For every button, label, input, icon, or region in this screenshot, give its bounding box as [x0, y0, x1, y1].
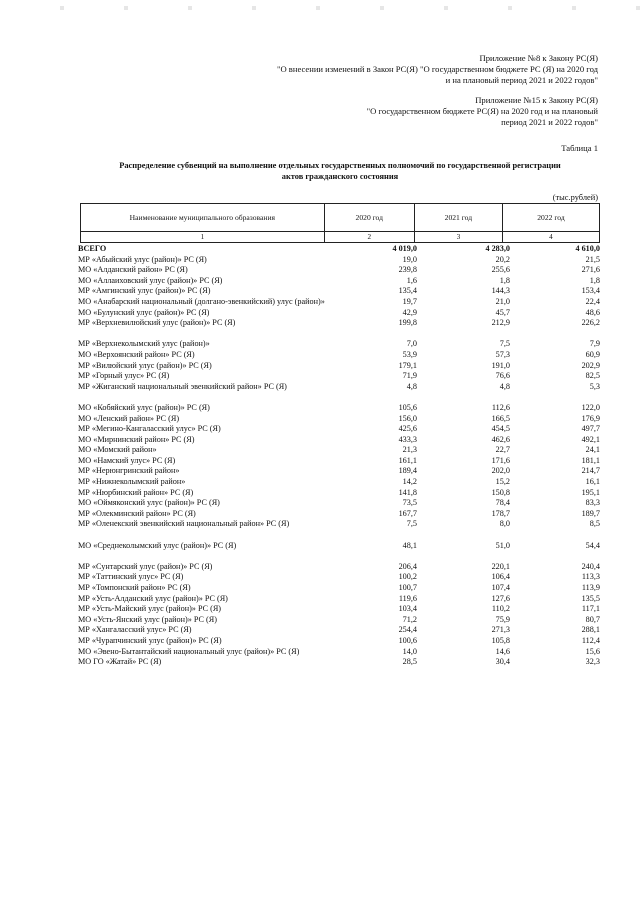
value-2020: 4 019,0 — [392, 244, 417, 253]
value-2022: 113,9 — [581, 583, 600, 592]
value-2020: 48,1 — [402, 540, 417, 550]
value-2021: 171,6 — [491, 455, 510, 465]
value-2022: 16,1 — [585, 477, 600, 487]
value-2021: 78,4 — [495, 498, 510, 508]
value-2022: 497,7 — [581, 424, 600, 434]
municipality-name: МР «Томпонский район» РС (Я) — [78, 583, 191, 592]
table-row — [78, 276, 600, 287]
table-row — [78, 541, 600, 552]
table-row — [78, 286, 600, 297]
group-spacer — [78, 530, 600, 541]
municipality-name: МО «Усть-Янский улус (район)» РС (Я) — [78, 614, 217, 624]
table-row — [78, 308, 600, 319]
table-row — [78, 477, 600, 488]
value-2020: 189,4 — [398, 466, 417, 476]
group-spacer — [78, 551, 600, 562]
table-row — [78, 519, 600, 530]
table-header — [80, 203, 600, 243]
appendix-15-line3: период 2021 и 2022 годов" — [501, 117, 598, 127]
value-2020: 100,6 — [398, 635, 417, 645]
municipality-name: МО «Аллаиховский улус (район)» РС (Я) — [78, 275, 223, 285]
municipality-name: МО «Мирнинский район» РС (Я) — [78, 434, 195, 444]
value-2020: 14,0 — [402, 646, 417, 656]
value-2022: 24,1 — [585, 445, 600, 455]
value-2020: 119,6 — [398, 593, 417, 603]
value-2020: 1,6 — [406, 275, 417, 285]
municipality-name: МР «Чурапчинский улус (район)» РС (Я) — [78, 635, 222, 645]
municipality-name: ВСЕГО — [78, 244, 107, 253]
municipality-name: МО ГО «Жатай» РС (Я) — [78, 657, 162, 667]
table-body — [78, 244, 600, 668]
table-row — [78, 488, 600, 499]
value-2021: 8,0 — [499, 519, 510, 529]
value-2022: 80,7 — [585, 614, 600, 624]
municipality-name: МР «Нюрбинский район» РС (Я) — [78, 487, 194, 497]
table-row — [78, 615, 600, 626]
value-2021: 127,6 — [491, 593, 510, 603]
appendix-15-title: Приложение №15 к Закону РС(Я) — [475, 95, 598, 105]
value-2022: 112,4 — [581, 635, 600, 645]
value-2021: 144,3 — [491, 286, 510, 296]
value-2020: 73,5 — [402, 498, 417, 508]
value-2021: 30,4 — [495, 657, 510, 667]
value-2022: 15,6 — [585, 646, 600, 656]
table-row — [78, 350, 600, 361]
table-row — [78, 594, 600, 605]
table-row — [78, 382, 600, 393]
value-2020: 433,3 — [398, 434, 417, 444]
value-2021: 7,5 — [499, 339, 510, 349]
table-row — [78, 445, 600, 456]
table-row — [78, 657, 600, 668]
municipality-name: МР «Абыйский улус (район)» РС (Я) — [78, 254, 207, 264]
value-2021: 21,0 — [495, 296, 510, 306]
table-row — [78, 318, 600, 329]
value-2022: 54,4 — [585, 540, 600, 550]
table-row — [78, 647, 600, 658]
col-number-2: 2 — [324, 232, 414, 243]
group-spacer — [78, 392, 600, 403]
value-2022: 122,0 — [581, 402, 600, 412]
municipality-name: МР «Мегино-Кангаласский улус» РС (Я) — [78, 424, 221, 434]
value-2022: 189,7 — [581, 508, 600, 518]
municipality-name: МО «Алданский район» РС (Я) — [78, 265, 188, 275]
unit-label: (тыс.рублей) — [552, 193, 598, 202]
table-row — [78, 456, 600, 467]
value-2020: 103,4 — [398, 604, 417, 614]
value-2022: 214,7 — [581, 466, 600, 476]
value-2022: 83,3 — [585, 498, 600, 508]
appendix-8-title: Приложение №8 к Закону РС(Я) — [479, 53, 598, 63]
municipality-name: МР «Хангаласский улус» РС (Я) — [78, 625, 192, 635]
municipality-name: МО «Среднеколымский улус (район)» РС (Я) — [78, 540, 237, 550]
value-2021: 150,8 — [491, 487, 510, 497]
value-2021: 75,9 — [495, 614, 510, 624]
municipality-name: МР «Нерюнгринский район» — [78, 466, 180, 476]
value-2022: 153,4 — [581, 286, 600, 296]
value-2022: 226,2 — [581, 318, 600, 328]
table-row — [78, 435, 600, 446]
title-line-1: Распределение субвенций на выполнение отдельных государственных полномочий по государственной регистрации — [119, 161, 561, 170]
value-2021: 51,0 — [495, 540, 510, 550]
appendix-8-line2: "О внесении изменений в Закон РС(Я) "О государственном бюджете РС (Я) на 2020 год — [276, 64, 598, 74]
value-2021: 178,7 — [491, 508, 510, 518]
value-2020: 239,8 — [398, 265, 417, 275]
value-2020: 28,5 — [402, 657, 417, 667]
value-2022: 117,1 — [581, 604, 600, 614]
value-2020: 14,2 — [402, 477, 417, 487]
value-2020: 179,1 — [398, 360, 417, 370]
value-2020: 4,8 — [406, 381, 417, 391]
value-2022: 202,9 — [581, 360, 600, 370]
value-2021: 112,6 — [491, 402, 510, 412]
value-2020: 167,7 — [398, 508, 417, 518]
value-2022: 22,4 — [585, 296, 600, 306]
municipality-name: МО «Намский улус» РС (Я) — [78, 455, 176, 465]
col-header-name: Наименование муниципального образования — [81, 204, 325, 232]
appendix-15-header — [367, 95, 598, 128]
table-row — [78, 583, 600, 594]
value-2022: 492,1 — [581, 434, 600, 444]
value-2021: 107,4 — [491, 583, 510, 592]
value-2021: 57,3 — [495, 349, 510, 359]
appendix-15-line2: "О государственном бюджете РС(Я) на 2020 год и на плановый — [366, 106, 598, 116]
appendix-8-header — [277, 53, 598, 86]
value-2021: 22,7 — [495, 445, 510, 455]
table-row — [78, 361, 600, 372]
value-2020: 141,8 — [398, 487, 417, 497]
table-row — [78, 414, 600, 425]
municipality-name: МО «Момский район» — [78, 445, 157, 455]
value-2021: 45,7 — [495, 307, 510, 317]
value-2022: 240,4 — [581, 561, 600, 571]
value-2021: 4 283,0 — [485, 244, 510, 253]
value-2022: 21,5 — [585, 254, 600, 264]
municipality-name: МР «Олекминский район» РС (Я) — [78, 508, 196, 518]
value-2020: 7,5 — [406, 519, 417, 529]
table-row — [78, 424, 600, 435]
municipality-name: МО «Оймяконский улус (район)» РС (Я) — [78, 498, 220, 508]
municipality-name: МО «Кобяйский улус (район)» РС (Я) — [78, 402, 210, 412]
col-header-2021: 2021 год — [414, 204, 502, 232]
value-2022: 1,8 — [589, 275, 600, 285]
value-2020: 425,6 — [398, 424, 417, 434]
value-2021: 76,6 — [495, 371, 510, 381]
municipality-name: МР «Верхнеколымский улус (район)» — [78, 339, 210, 349]
municipality-name: МР «Оленекский эвенкийский национальный район» РС (Я) — [78, 519, 290, 529]
value-2021: 105,8 — [491, 635, 510, 645]
value-2020: 71,2 — [402, 614, 417, 624]
col-number-3: 3 — [414, 232, 502, 243]
col-header-2022: 2022 год — [502, 204, 599, 232]
value-2021: 220,1 — [491, 561, 510, 571]
value-2020: 100,2 — [398, 572, 417, 582]
municipality-name: МР «Горный улус» РС (Я) — [78, 371, 170, 381]
table-row — [78, 572, 600, 583]
value-2021: 191,0 — [491, 360, 510, 370]
value-2020: 42,9 — [402, 307, 417, 317]
table-row — [78, 509, 600, 520]
value-2021: 462,6 — [491, 434, 510, 444]
municipality-name: МР «Жиганский национальный эвенкийский район» РС (Я) — [78, 381, 287, 391]
table-row — [78, 255, 600, 266]
total-row — [78, 244, 600, 255]
municipality-name: МР «Нижнеколымский район» — [78, 477, 186, 487]
value-2021: 106,4 — [491, 572, 510, 582]
value-2020: 206,4 — [398, 561, 417, 571]
municipality-name: МО «Ленский район» РС (Я) — [78, 413, 180, 423]
value-2021: 4,8 — [499, 381, 510, 391]
municipality-name: МР «Усть-Алданский улус (район)» РС (Я) — [78, 593, 228, 603]
value-2021: 212,9 — [491, 318, 510, 328]
value-2022: 176,9 — [581, 413, 600, 423]
value-2021: 166,5 — [491, 413, 510, 423]
municipality-name: МО «Анабарский национальный (долгано-эвенкийский) улус (район)» — [78, 296, 325, 306]
value-2020: 21,3 — [402, 445, 417, 455]
col-header-2020: 2020 год — [324, 204, 414, 232]
value-2020: 161,1 — [398, 455, 417, 465]
value-2021: 15,2 — [495, 477, 510, 487]
value-2022: 60,9 — [585, 349, 600, 359]
table-row — [78, 466, 600, 477]
value-2022: 113,3 — [581, 572, 600, 582]
value-2022: 288,1 — [581, 625, 600, 635]
municipality-name: МР «Верхневилюйский улус (район)» РС (Я) — [78, 318, 236, 328]
value-2020: 105,6 — [398, 402, 417, 412]
table-row — [78, 636, 600, 647]
value-2021: 255,6 — [491, 265, 510, 275]
table-label: Таблица 1 — [561, 143, 598, 153]
table-row — [78, 297, 600, 308]
value-2021: 14,6 — [495, 646, 510, 656]
value-2021: 271,3 — [491, 625, 510, 635]
group-spacer — [78, 329, 600, 340]
value-2021: 20,2 — [495, 254, 510, 264]
value-2022: 135,5 — [581, 593, 600, 603]
value-2020: 156,0 — [398, 413, 417, 423]
table-row — [78, 604, 600, 615]
municipality-name: МР «Вилюйский улус (район)» РС (Я) — [78, 360, 212, 370]
table-row — [78, 498, 600, 509]
value-2020: 135,4 — [398, 286, 417, 296]
value-2020: 19,7 — [402, 296, 417, 306]
municipality-name: МО «Булунский улус (район)» РС (Я) — [78, 307, 210, 317]
value-2020: 7,0 — [406, 339, 417, 349]
value-2020: 100,7 — [398, 583, 417, 592]
appendix-8-line3: и на плановый период 2021 и 2022 годов" — [445, 75, 598, 85]
scan-artifact — [0, 6, 640, 10]
value-2020: 19,0 — [402, 254, 417, 264]
value-2022: 5,3 — [589, 381, 600, 391]
col-number-1: 1 — [81, 232, 325, 243]
value-2022: 32,3 — [585, 657, 600, 667]
value-2021: 454,5 — [491, 424, 510, 434]
table-row — [78, 403, 600, 414]
value-2022: 82,5 — [585, 371, 600, 381]
table-row — [78, 625, 600, 636]
value-2020: 71,9 — [402, 371, 417, 381]
municipality-name: МО «Эвено-Бытантайский национальный улус (район)» РС (Я) — [78, 646, 300, 656]
value-2022: 7,9 — [589, 339, 600, 349]
value-2021: 110,2 — [491, 604, 510, 614]
table-row — [78, 339, 600, 350]
table-row — [78, 562, 600, 573]
value-2020: 254,4 — [398, 625, 417, 635]
col-number-4: 4 — [502, 232, 599, 243]
value-2021: 1,8 — [499, 275, 510, 285]
value-2022: 195,1 — [581, 487, 600, 497]
title-line-2: актов гражданского состояния — [281, 172, 399, 181]
value-2022: 8,5 — [589, 519, 600, 529]
document-title — [70, 160, 610, 182]
value-2022: 271,6 — [581, 265, 600, 275]
municipality-name: МР «Усть-Майский улус (район)» РС (Я) — [78, 604, 222, 614]
value-2022: 4 610,0 — [575, 244, 600, 253]
value-2020: 53,9 — [402, 349, 417, 359]
value-2021: 202,0 — [491, 466, 510, 476]
value-2022: 181,1 — [581, 455, 600, 465]
municipality-name: МР «Таттинский улус» РС (Я) — [78, 572, 184, 582]
table-row — [78, 265, 600, 276]
municipality-name: МР «Сунтарский улус (район)» РС (Я) — [78, 561, 213, 571]
municipality-name: МО «Верхоянский район» РС (Я) — [78, 349, 195, 359]
value-2022: 48,6 — [585, 307, 600, 317]
value-2020: 199,8 — [398, 318, 417, 328]
table-row — [78, 371, 600, 382]
municipality-name: МР «Амгинский улус (район)» РС (Я) — [78, 286, 211, 296]
